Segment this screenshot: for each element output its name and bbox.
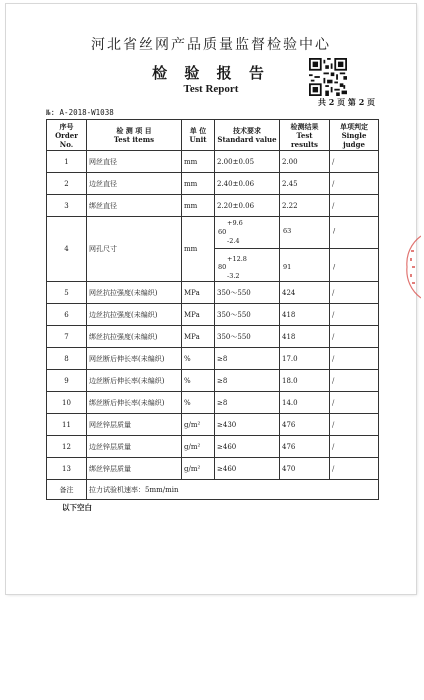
cell-unit: % [182, 348, 215, 370]
tolerance-plus: +9.6 [227, 219, 243, 227]
cell-result: 418 [280, 304, 330, 326]
tolerance-minus: -3.2 [227, 272, 240, 280]
tolerance-minus: -2.4 [227, 237, 240, 245]
cell-test-item: 网孔尺寸 [87, 217, 182, 282]
header-test-results: 检测结果 Test results [280, 120, 330, 151]
cell-judge: / [333, 227, 336, 235]
nominal-value: 60 [218, 228, 227, 236]
organization-name: 河北省丝网产品质量监督检验中心 [91, 37, 331, 53]
cell-standard: 350～550 [215, 326, 280, 348]
cell-test-item: 绑丝抗拉强度(未编织) [87, 326, 182, 348]
cell-order-no: 13 [47, 458, 87, 480]
table-row [47, 151, 379, 173]
cell-standard: 350～550 [215, 304, 280, 326]
test-results-table [46, 119, 379, 500]
cell-test-item: 绑丝锌层质量 [87, 458, 182, 480]
cell-order-no: 3 [47, 195, 87, 217]
tolerance-plus: +12.8 [227, 255, 247, 263]
cell-order-no: 9 [47, 370, 87, 392]
table-row [47, 370, 379, 392]
cell-test-item: 边丝锌层质量 [87, 436, 182, 458]
cell-standard: ≥430 [215, 414, 280, 436]
cell-test-item: 绑丝断后伸长率(未编织) [87, 392, 182, 414]
cell-standard: 350～550 [215, 282, 280, 304]
remarks-row [47, 480, 379, 500]
cell-unit: mm [182, 173, 215, 195]
cell-result: 476 [280, 436, 330, 458]
cell-order-no: 6 [47, 304, 87, 326]
table-row [47, 195, 379, 217]
cell-standard: 2.00±0.05 [215, 151, 280, 173]
cell-test-item: 网丝锌层质量 [87, 414, 182, 436]
table-header-row [47, 120, 379, 151]
table-row [47, 458, 379, 480]
cell-result: 18.0 [280, 370, 330, 392]
cell-standard: ≥460 [215, 458, 280, 480]
cell-order-no: 1 [47, 151, 87, 173]
table-row [47, 282, 379, 304]
cell-unit: MPa [182, 326, 215, 348]
cell-unit: % [182, 392, 215, 414]
cell-judge: / [330, 326, 379, 348]
cell-unit: g/m² [182, 436, 215, 458]
cell-result: 2.45 [280, 173, 330, 195]
cell-test-item: 网丝直径 [87, 151, 182, 173]
cell-result: 424 [280, 282, 330, 304]
cell-judge: / [330, 195, 379, 217]
table-row [47, 414, 379, 436]
cell-order-no: 12 [47, 436, 87, 458]
cell-result: 14.0 [280, 392, 330, 414]
cell-result: 17.0 [280, 348, 330, 370]
cell-judge: / [330, 173, 379, 195]
header-order-no: 序号 Order No. [47, 120, 87, 151]
cell-judge: / [330, 414, 379, 436]
cell-order-no: 8 [47, 348, 87, 370]
cell-judge: / [330, 458, 379, 480]
cell-standard: ≥8 [215, 392, 280, 414]
cell-result: 2.00 [280, 151, 330, 173]
cell-unit: % [182, 370, 215, 392]
cell-result: 476 [280, 414, 330, 436]
cell-judge: / [330, 370, 379, 392]
cell-order-no: 7 [47, 326, 87, 348]
cell-unit: mm [182, 217, 215, 282]
remarks-text: 拉力试验机速率：5mm/min [87, 480, 379, 500]
cell-test-item: 绑丝直径 [87, 195, 182, 217]
cell-unit: mm [182, 151, 215, 173]
cell-judge: / [333, 263, 336, 271]
cell-order-no: 4 [47, 217, 87, 282]
header-standard-value: 技术要求 Standard value [215, 120, 280, 151]
table-row-mesh-size [47, 217, 379, 282]
cell-test-item: 网丝抗拉强度(未编织) [87, 282, 182, 304]
cell-judge: / [330, 282, 379, 304]
cell-unit: mm [182, 195, 215, 217]
cell-result: 91 [283, 263, 292, 271]
cell-judge: / [330, 348, 379, 370]
report-page [6, 4, 416, 594]
cell-judge: / [330, 436, 379, 458]
document-number: №: A-2018-W1038 [46, 108, 114, 117]
page-indicator: 共 2 页 第 2 页 [318, 97, 376, 107]
cell-result: 2.22 [280, 195, 330, 217]
cell-result-split [280, 217, 330, 282]
table-row [47, 436, 379, 458]
cell-standard: ≥460 [215, 436, 280, 458]
red-seal-stamp-icon [403, 232, 421, 302]
cell-standard: 2.40±0.06 [215, 173, 280, 195]
table-row [47, 392, 379, 414]
cell-result: 470 [280, 458, 330, 480]
cell-unit: g/m² [182, 458, 215, 480]
table-row [47, 326, 379, 348]
header-unit: 单 位 Unit [182, 120, 215, 151]
cell-judge: / [330, 392, 379, 414]
cell-judge: / [330, 304, 379, 326]
cell-order-no: 2 [47, 173, 87, 195]
cell-unit: g/m² [182, 414, 215, 436]
cell-order-no: 11 [47, 414, 87, 436]
cell-standard-split [215, 217, 280, 282]
cell-order-no: 10 [47, 392, 87, 414]
cell-order-no: 5 [47, 282, 87, 304]
cell-test-item: 边丝直径 [87, 173, 182, 195]
cell-standard: ≥8 [215, 348, 280, 370]
table-row [47, 173, 379, 195]
cell-unit: MPa [182, 282, 215, 304]
report-title-english: Test Report [183, 83, 239, 95]
remarks-label: 备注 [47, 480, 87, 500]
report-title-chinese: 检 验 报 告 [152, 64, 270, 82]
cell-standard: 2.20±0.06 [215, 195, 280, 217]
cell-test-item: 边丝抗拉强度(未编织) [87, 304, 182, 326]
table-row [47, 304, 379, 326]
cell-unit: MPa [182, 304, 215, 326]
cell-test-item: 网丝断后伸长率(未编织) [87, 348, 182, 370]
cell-judge-split [330, 217, 379, 282]
nominal-value: 80 [218, 263, 227, 271]
cell-result: 63 [283, 227, 292, 235]
header-test-items: 检 测 项 目 Test items [87, 120, 182, 151]
blank-below-note: 以下空白 [62, 503, 92, 512]
cell-judge: / [330, 151, 379, 173]
cell-result: 418 [280, 326, 330, 348]
table-row [47, 348, 379, 370]
cell-standard: ≥8 [215, 370, 280, 392]
cell-test-item: 边丝断后伸长率(未编织) [87, 370, 182, 392]
header-single-judge: 单项判定 Single judge [330, 120, 379, 151]
